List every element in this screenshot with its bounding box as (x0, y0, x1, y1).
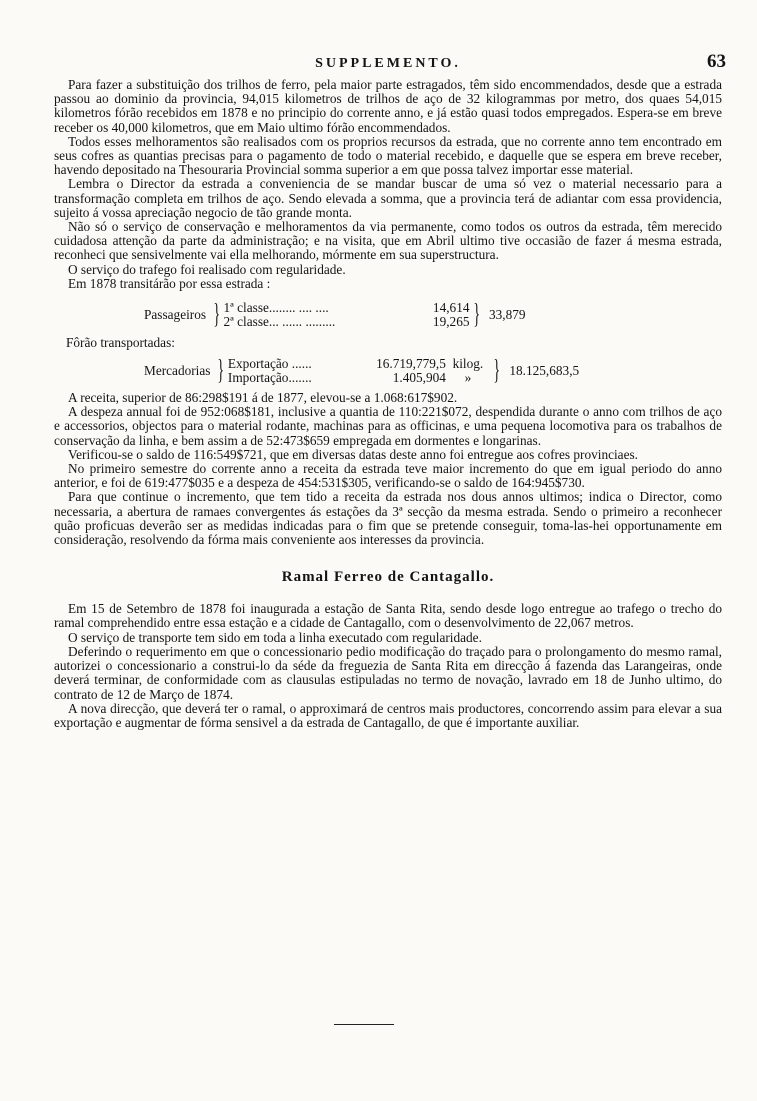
paragraph: No primeiro semestre do corrente anno a receita da estrada teve maior incremento do que em igual periodo do anno anterior, e foi de 619:477$035 e a despeza de 454:531$305, verificando-se o saldo de 164:945$730. (54, 461, 722, 491)
paragraph: Para que continue o incremento, que tem tido a receita da estrada nos dous annos ultimos; indica o Director, como necessaria, a abertura de ramaes convergentes ás estações da 3ª secção da mesma estrada. Sendo o primeiro a reconhecer quão proficuas deverão ser as medidas indicadas para o fim que se pretende conseguir, toma-las-hei opportunamente em consideração, resolvendo da fórma mais conveniente aos interesses da provincia. (54, 489, 722, 548)
paragraph: Lembra o Director da estrada a conveniencia de se mandar buscar de uma só vez o material necessario para a transformação completa em trilhos de aço. Sendo elevada a somma, que a provincia terá de adiantar com essa providencia, sujeito á vossa apreciação negocio de tão grande monta. (54, 176, 722, 220)
goods-value: 1.405,904 (392, 370, 446, 386)
goods-row (144, 357, 722, 385)
section-b (54, 391, 722, 547)
goods-type: Importação....... (227, 370, 312, 386)
passengers-row (144, 301, 722, 329)
paragraph: A despeza annual foi de 952:068$181, inclusive a quantia de 110:221$072, despendida durante o anno com trilhos de aço e accessorios, objectos para o material rodante, machinas para as officinas, e uma pequena locomotiva para os trabalhos de conservação da linha, e bem assim a de 52:473$659 empregada em dormentes e longarinas. (54, 404, 722, 448)
class-label: 2ª classe... ...... ......... (223, 314, 336, 330)
transported-label: Fôrão transportadas: (66, 335, 175, 351)
passengers-total: 33,879 (488, 307, 526, 323)
goods-line (228, 371, 490, 385)
brace-close: } (472, 299, 480, 331)
brace-open: } (217, 355, 225, 387)
paragraph: Para fazer a substituição dos trilhos de ferro, pela maior parte estragados, têm sido encommendados, desde que a estrada passou ao dominio da provincia, 94,015 kilometros de trilhos de aço de 32 kilogrammas por metro, dos quaes 54,015 kilometros fórão recebidos em 1878 e no principio do corrente anno, e já estão quasi todos empregados. Espera-se em breve receber os 40,000 kilometros, que em Maio ultimo fórão encommendados. (54, 77, 722, 135)
paragraph: Em 15 de Setembro de 1878 foi inaugurada a estação de Santa Rita, sendo desde logo entregue ao trafego o trecho do ramal comprehendido entre essa estação e a cidade de Cantagallo, com o desenvolvimento de 22,067 metros. (54, 601, 722, 631)
passenger-line (224, 301, 470, 315)
goods-label: Mercadorias (144, 363, 211, 379)
section-c (54, 602, 722, 730)
goods-unit: kilog. (452, 356, 484, 372)
section-a (54, 78, 722, 291)
end-rule (334, 1024, 394, 1025)
paragraph: A receita, superior de 86:298$191 á de 1877, elevou-se a 1.068:617$902. (68, 390, 458, 406)
goods-unit: » (464, 370, 472, 386)
paragraph: Não só o serviço de conservação e melhoramentos da via permanente, como todos os outros da estrada, têm merecido cuidadosa attenção da parte da administração; e na visita, que em Abril ultimo tive occasião de fazer á mesma estrada, reconheci que sensivelmente vai ella melhorando, mórmente em sua superstructura. (54, 219, 722, 263)
passengers-label: Passageiros (144, 307, 207, 323)
page-number: 63 (707, 51, 726, 72)
page-header (54, 51, 726, 78)
passenger-line (224, 315, 470, 329)
class-value: 19,265 (432, 314, 470, 330)
brace-close: } (493, 355, 500, 387)
section-heading: Ramal Ferreo de Cantagallo. (281, 569, 495, 586)
paragraph: O serviço de transporte tem sido em toda a linha executado com regularidade. (68, 629, 482, 645)
goods-total: 18.125,683,5 (509, 363, 580, 379)
class-value: 14,614 (432, 300, 470, 316)
paragraph: Em 1878 transitárão por essa estrada : (68, 275, 271, 291)
goods-line (228, 357, 490, 371)
class-label: 1ª classe........ .... .... (223, 300, 329, 316)
brace-open: } (213, 299, 221, 331)
paragraph: O serviço do trafego foi realisado com regularidade. (68, 261, 346, 277)
paragraph: Todos esses melhoramentos são realisados com os proprios recursos da estrada, que no corrente anno tem encontrado em seus cofres as quantias precisas para o pagamento de todo o material recebido, e daquelle que se espera em breve receber, havendo depositado na Thesouraria Provincial somma superior a em que possa talvez importar esse material. (54, 133, 722, 178)
goods-value: 16.719,779,5 (376, 356, 446, 372)
traffic-table (54, 301, 722, 385)
goods-type: Exportação ...... (227, 356, 312, 372)
document-page (54, 51, 726, 730)
paragraph: Deferindo o requerimento em que o concessionario pedio modificação do traçado para o prolongamento do mesmo ramal, autorizei o concessionario a construi-lo da séde da freguezia de Santa Rita em direcção á fazenda das Larangeiras, onde deverá terminar, de conformidade com as clausulas estipuladas no termo de novação, lavrado em 18 de Junho ultimo, do contrato de 12 de Março de 1874. (54, 643, 722, 702)
running-title: SUPPLEMENTO. (315, 56, 461, 71)
paragraph: A nova direcção, que deverá ter o ramal, o approximará de centros mais productores, concorrendo assim para elevar a sua exportação e augmentar de fórma sensivel a da estrada de Cantagallo, de que é importante auxiliar. (54, 700, 722, 730)
paragraph: Verificou-se o saldo de 116:549$721, que em diversas datas deste anno foi entregue aos cofres provinciaes. (68, 446, 638, 462)
